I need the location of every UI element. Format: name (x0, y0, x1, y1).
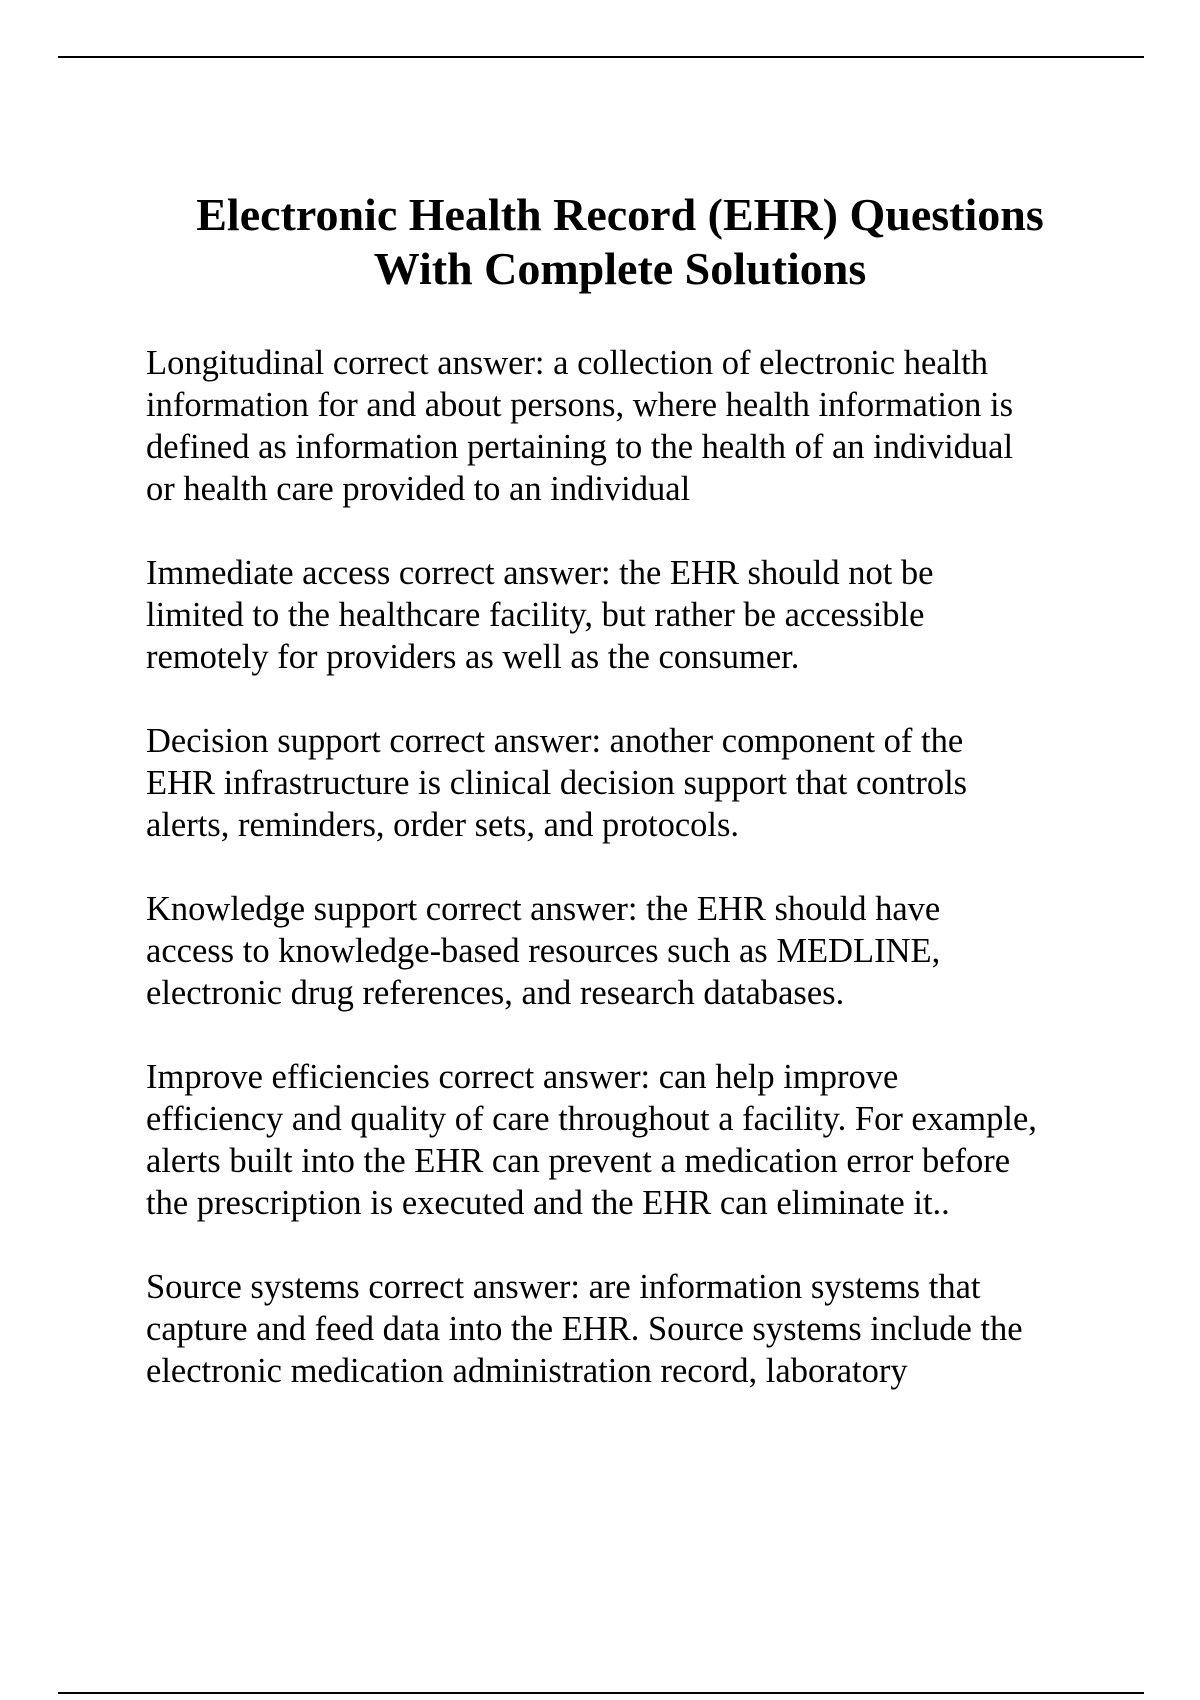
entry-line: or health care provided to an individual (146, 470, 691, 508)
entry-line: Longitudinal correct answer: a collection of electronic health (146, 344, 989, 382)
entry-line: information for and about persons, where health information is (146, 386, 1014, 424)
entry-line: access to knowledge-based resources such as MEDLINE, (146, 932, 941, 970)
qa-entry-improve-efficiencies (146, 1056, 1106, 1224)
entry-line: Decision support correct answer: another component of the (146, 722, 964, 760)
title-line: With Complete Solutions (373, 243, 867, 294)
qa-entry-immediate-access (146, 552, 1106, 678)
entry-line: Knowledge support correct answer: the EHR should have (146, 890, 941, 928)
entry-line: capture and feed data into the EHR. Source systems include the (146, 1310, 1023, 1348)
entry-line: efficiency and quality of care throughout a facility. For example, (146, 1100, 1037, 1138)
entry-line: Source systems correct answer: are information systems that (146, 1268, 981, 1306)
entry-line: Immediate access correct answer: the EHR should not be (146, 554, 934, 592)
entry-line: defined as information pertaining to the health of an individual (146, 428, 1014, 466)
entry-line: electronic drug references, and research databases. (146, 974, 845, 1012)
entry-line: remotely for providers as well as the consumer. (146, 638, 800, 676)
page-title (100, 188, 1140, 296)
qa-entry-knowledge-support (146, 888, 1106, 1014)
title-line: Electronic Health Record (EHR) Questions (196, 189, 1044, 240)
qa-entry-decision-support (146, 720, 1106, 846)
bottom-rule (58, 1692, 1144, 1694)
qa-list (146, 342, 1106, 1434)
entry-line: EHR infrastructure is clinical decision support that controls (146, 764, 968, 802)
entry-line: alerts built into the EHR can prevent a medication error before (146, 1142, 1011, 1180)
entry-line: limited to the healthcare facility, but rather be accessible (146, 596, 925, 634)
qa-entry-source-systems (146, 1266, 1106, 1392)
top-rule (58, 56, 1144, 58)
entry-line: electronic medication administration record, laboratory (146, 1352, 908, 1390)
entry-line: Improve efficiencies correct answer: can help improve (146, 1058, 899, 1096)
qa-entry-longitudinal (146, 342, 1106, 510)
entry-line: alerts, reminders, order sets, and protocols. (146, 806, 740, 844)
entry-line: the prescription is executed and the EHR can eliminate it.. (146, 1184, 950, 1222)
